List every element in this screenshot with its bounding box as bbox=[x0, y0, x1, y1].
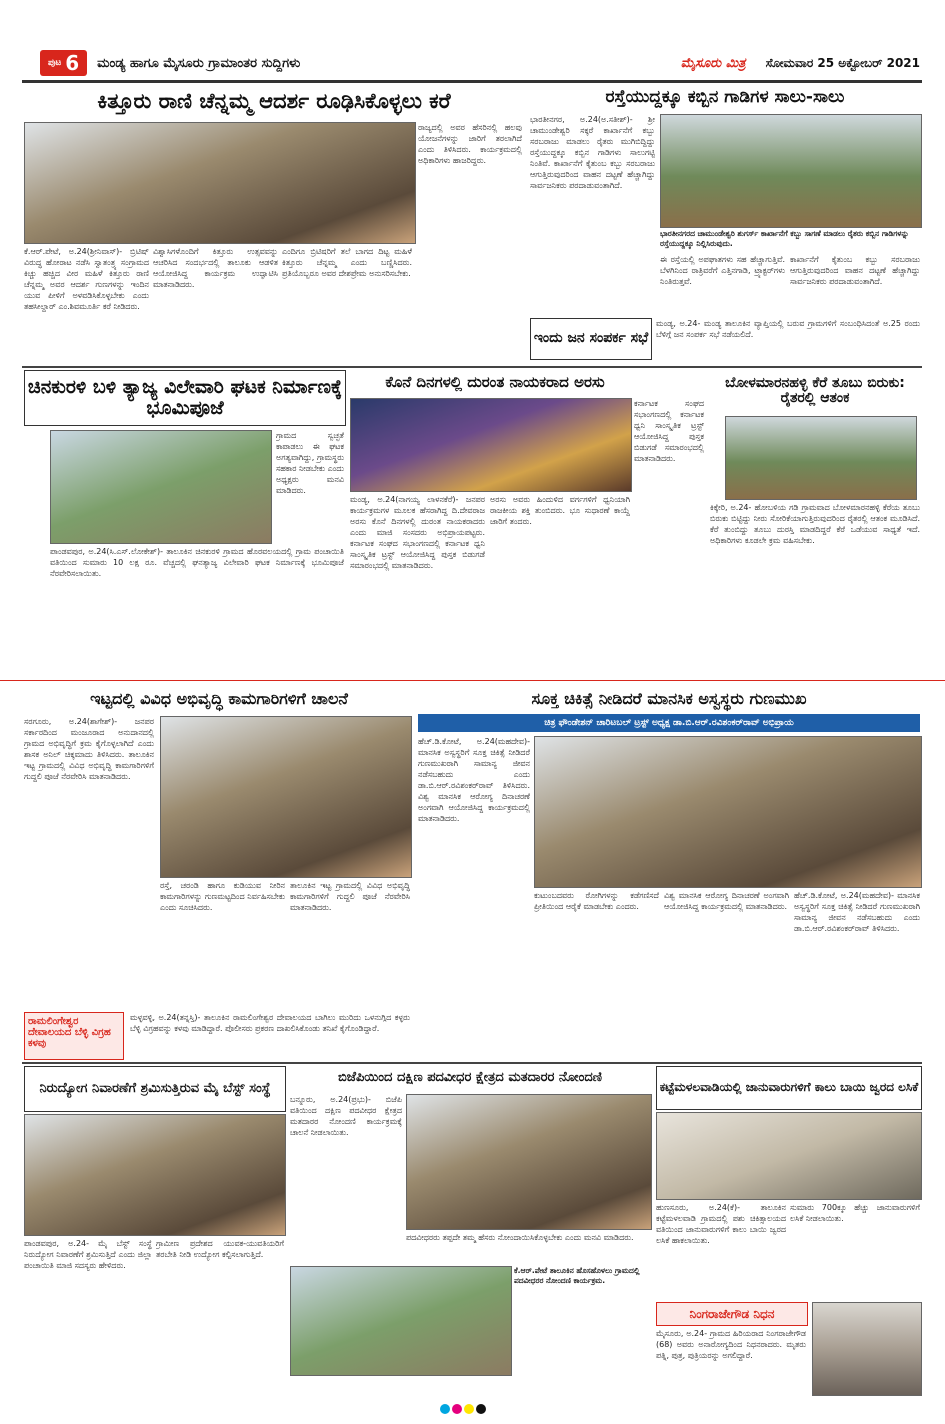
story-s2-p3: ಈ ರಸ್ತೆಯಲ್ಲಿ ಅಪಘಾತಗಳು ಸಹ ಹೆಚ್ಚಾಗುತ್ತಿವೆ. ಬೆಳಗಿನಿಂದ ರಾತ್ರಿವರೆಗೆ ಎತ್ತಿನಗಾಡಿ, ಟ್ರ್ಯಾಕ್ಟರ್‌ಗಳು ನಿಂತಿರುತ್ತವೆ. bbox=[660, 255, 785, 286]
page-header bbox=[40, 50, 920, 76]
photo-s7 bbox=[534, 736, 922, 888]
photo-s3 bbox=[50, 430, 272, 544]
story-s10-p2: ಸುಮಾರು 700ಕ್ಕೂ ಹೆಚ್ಚು ಜಾನುವಾರುಗಳಿಗೆ ಲಸಿಕೆ ನೀಡಲಾಯಿತು. bbox=[790, 1203, 920, 1223]
cyan-mark bbox=[440, 1404, 450, 1414]
story-s1-col1 bbox=[24, 246, 149, 366]
headline-s1: ಕಿತ್ತೂರು ರಾಣಿ ಚೆನ್ನಮ್ಮ ಆದರ್ಶ ರೂಢಿಸಿಕೊಳ್ಳಲು ಕರೆ bbox=[97, 89, 451, 114]
photo-s6 bbox=[160, 716, 412, 878]
story-s6-p1: ಸರಗೂರು, ಅ.24(ಶಾಗೇಶ್)- ಜನಪರ ಸರ್ಕಾರದಿಂದ ಮಂಜೂರಾದ ಅನುದಾನದಲ್ಲಿ ಗ್ರಾಮದ ಅಭಿವೃದ್ಧಿಗೆ ಕ್ರಮ ಕೈಗೊಳ್ಳಲಾಗಿದೆ ಎಂದು ಶಾಸಕ ಅನಿಲ್ ಚಿಕ್ಕಮಾದು ತಿಳಿಸಿದರು. bbox=[24, 717, 154, 759]
section-divider-2 bbox=[22, 1062, 922, 1064]
headline-s9: ಬಿಜೆಪಿಯಿಂದ ದಕ್ಷಿಣ ಪದವೀಧರ ಕ್ಷೇತ್ರದ ಮತದಾರರ ನೋಂದಣಿ bbox=[337, 1069, 603, 1085]
story-s2-col3 bbox=[790, 254, 920, 314]
story-s1-col2 bbox=[153, 246, 278, 366]
story-s3-col-side bbox=[276, 430, 344, 542]
story-s1-p4: ರಾಜ್ಯದಲ್ಲಿ ಅವರ ಹೆಸರಿನಲ್ಲಿ ಹಲವು ಯೋಜನೆಗಳನ್ನು ಜಾರಿಗೆ ತರಲಾಗಿದೆ ಎಂದು ತಿಳಿಸಿದರು. ಕಾರ್ಯಕ್ರಮದಲ್ಲಿ ಅಧಿಕಾರಿಗಳು ಹಾಜರಿದ್ದರು. bbox=[418, 123, 522, 165]
headline-s3: ಚಿನಕುರಳಿ ಬಳಿ ತ್ಯಾಜ್ಯ ವಿಲೇವಾರಿ ಘಟಕ ನಿರ್ಮಾಣಕ್ಕೆ ಭೂಮಿಪೂಜೆ bbox=[24, 370, 346, 426]
caption-s2: ಭಾರತೀನಗರದ ಚಾಮುಂಡೇಶ್ವರಿ ಶುಗರ್ಸ್ ಕಾರ್ಖಾನೆಗೆ ಕಬ್ಬು ಸಾಗಣೆ ಮಾಡಲು ರೈತರು ಕಬ್ಬಿನ ಗಾಡಿಗಳನ್ನು ರಸ್ತೆಯುದ್ದಕ್ಕೂ ನಿಲ್ಲಿಸಿರುವುದು. bbox=[660, 229, 909, 248]
story-s8-p2: ಗ್ರಾಮೀಣ ಪ್ರದೇಶದ ಯುವಕ-ಯುವತಿಯರಿಗೆ ತರಬೇತಿ ನೀಡಿ ಉದ್ಯೋಗ ಕಲ್ಪಿಸಲಾಗುತ್ತಿದೆ. bbox=[156, 1239, 284, 1259]
section-title: ಮಂಡ್ಯ ಹಾಗೂ ಮೈಸೂರು ಗ್ರಾಮಾಂತರ ಸುದ್ದಿಗಳು bbox=[97, 55, 301, 71]
story-s4-p1: ಮಂಡ್ಯ, ಅ.24(ನಾಗಯ್ಯ ಲಾಳನಕೆರೆ)- ಜನಪರ ಕಾರ್ಯಕ್ರಮಗಳ ಮೂಲಕ ಹೆಸರಾಗಿದ್ದ ದಿ.ದೇವರಾಜ ಅರಸು ಕೊನೆ ದಿನಗಳಲ್ಲಿ ದುರಂತ ನಾಯಕರಾದರು ಎಂದು ಮಾಜಿ ಸಂಸದರು ಅಭಿಪ್ರಾಯಪಟ್ಟರು. bbox=[350, 495, 485, 537]
story-s1-p3: ಎಂದಿಗೂ ಬ್ರಿಟಿಷರಿಗೆ ತಲೆ ಬಾಗದ ದಿಟ್ಟ ಮಹಿಳೆ ಕಿತ್ತೂರು ಚೆನ್ನಮ್ಮ ಎಂದು ಬಣ್ಣಿಸಿದರು. ಪ್ರತಿಯೊಬ್ಬರೂ ಅವರ ದೇಶಪ್ರೇಮ ಅನುಸರಿಸಬೇಕು. bbox=[282, 247, 412, 278]
story-s7-col4 bbox=[794, 890, 920, 1056]
fold-line bbox=[0, 680, 945, 681]
headline-s8: ನಿರುದ್ಯೋಗ ನಿವಾರಣೆಗೆ ಶ್ರಮಿಸುತ್ತಿರುವ ಮೈ ಬೆಸ್ಟ್ ಸಂಸ್ಥೆ bbox=[24, 1066, 286, 1112]
headline-s5: ಬೋಳಮಾರನಹಳ್ಳಿ ಕೆರೆ ತೂಬು ಬಿರುಕು: ರೈತರಲ್ಲಿ ಆತಂಕ bbox=[725, 374, 905, 406]
story-s7-p3: ಕುಟುಂಬದವರು ರೋಗಿಗಳನ್ನು ಕಡೆಗಣಿಸದೆ ಪ್ರೀತಿಯಿಂದ ಆರೈಕೆ ಮಾಡಬೇಕು ಎಂದರು. bbox=[534, 891, 659, 911]
story-s9-p1: ಬನ್ನೂರು, ಅ.24(ಪ್ರಭು)- ಬಿಜೆಪಿ ವತಿಯಿಂದ ದಕ್ಷಿಣ ಪದವೀಧರ ಕ್ಷೇತ್ರದ ಮತದಾರರ ನೋಂದಣಿ ಕಾರ್ಯಕ್ರಮಕ್ಕೆ ಚಾಲನೆ ನೀಡಲಾಯಿತು. bbox=[290, 1095, 402, 1137]
story-s4-col3 bbox=[634, 398, 704, 674]
story-s5-p1: ಕಿಕ್ಕೇರಿ, ಅ.24- ಹೋಬಳಿಯ ಗಡಿ ಗ್ರಾಮವಾದ ಬೋಳಮಾರನಹಳ್ಳಿ ಕೆರೆಯ ತೂಬು ಬಿರುಕು ಬಿಟ್ಟಿದ್ದು ನೀರು ಸೋರಿಕೆಯಾಗುತ್ತಿರುವುದರಿಂದ ರೈತರಲ್ಲಿ ಆತಂಕ ಮೂಡಿಸಿದೆ. bbox=[710, 503, 920, 523]
headline-s7: ಸೂಕ್ತ ಚಿಕಿತ್ಸೆ ನೀಡಿದರೆ ಮಾನಸಿಕ ಅಸ್ವಸ್ಥರು ಗುಣಮುಖ bbox=[531, 689, 807, 709]
photo-s2 bbox=[660, 114, 922, 228]
dateline: ಸೋಮವಾರ 25 ಅಕ್ಟೋಬರ್ 2021 bbox=[765, 55, 920, 70]
story-s8-col1 bbox=[24, 1238, 152, 1398]
page-number: 6 bbox=[65, 51, 80, 75]
story-s1-p2: ವಿಶ್ವಾಸಿಗಳೊಂದಿಗೆ ಕಿತ್ತೂರು ಉತ್ಸವವನ್ನು ಆಚರಿಸಿದ ಸಂದರ್ಭದಲ್ಲಿ ತಾಲೂಕು ಆಡಳಿತ ಆಯೋಜಿಸಿದ್ದ ಕಾರ್ಯಕ್ರಮ ಉದ್ಘಾಟಿಸಿ ಮಾತನಾಡಿದರು. bbox=[153, 247, 278, 289]
photo-s11-portrait bbox=[812, 1302, 922, 1396]
story-s2-col2 bbox=[660, 254, 785, 314]
story-s7-col2 bbox=[534, 890, 659, 1056]
masthead: ಮೈಸೂರು ಮಿತ್ರ bbox=[680, 55, 746, 71]
story-s5-p2: ಕೆರೆ ತುಂಬಿದ್ದು ತೂಬು ದುರಸ್ತಿ ಮಾಡದಿದ್ದರೆ ಕೆರೆ ಒಡೆಯುವ ಸಾಧ್ಯತೆ ಇದೆ. ಅಧಿಕಾರಿಗಳು ಕೂಡಲೇ ಕ್ರಮ ವಹಿಸಬೇಕು. bbox=[710, 525, 920, 545]
story-s3-p2: ಗ್ರಾಮದ ಸ್ವಚ್ಛತೆ ಕಾಪಾಡಲು ಈ ಘಟಕ ಅಗತ್ಯವಾಗಿದ್ದು, ಗ್ರಾಮಸ್ಥರು ಸಹಕಾರ ನೀಡಬೇಕು ಎಂದು ಅಧ್ಯಕ್ಷರು ಮನವಿ ಮಾಡಿದರು. bbox=[276, 431, 344, 495]
story-s1-p1: ಕೆ.ಆರ್.ಪೇಟೆ, ಅ.24(ಶ್ರೀನಿವಾಸ್)- ಬ್ರಿಟಿಷ್ ವಿರುದ್ಧ ಹೋರಾಟ ನಡೆಸಿ ಸ್ವಾತಂತ್ರ್ಯ ಸಂಗ್ರಾಮದ ಕಿಚ್ಚು ಹಚ್ಚಿದ ವೀರ ಮಹಿಳೆ ಕಿತ್ತೂರು ರಾಣಿ ಚೆನ್ನಮ್ಮ ಅವರ ಆದರ್ಶ ಗುಣಗಳನ್ನು ಇಂದಿನ ಯುವ ಪೀಳಿಗೆ ಅಳವಡಿಸಿಕೊಳ್ಳಬೇಕು ಎಂದು ತಹಸೀಲ್ದಾರ್ ಎಂ.ಶಿವಮೂರ್ತಿ ಕರೆ ನೀಡಿದರು. bbox=[24, 247, 149, 311]
story-s1-col4 bbox=[418, 122, 522, 364]
photo-s1 bbox=[24, 122, 416, 244]
story-s4-col2 bbox=[490, 494, 630, 674]
story-s3-p1: ಪಾಂಡವಪುರ, ಅ.24(ಸಿ.ಎಸ್.ಲೋಕೇಶ್)- ತಾಲೂಕಿನ ಚಿನಕುರಳಿ ಗ್ರಾಮದ ಹೊರವಲಯದಲ್ಲಿ ಗ್ರಾಮ ಪಂಚಾಯಿತಿ ವತಿಯಿಂದ ಸುಮಾರು 10 ಲಕ್ಷ ರೂ. ವೆಚ್ಚದಲ್ಲಿ ಘನತ್ಯಾಜ್ಯ ವಿಲೇವಾರಿ ಘಟಕ ನಿರ್ಮಾಣಕ್ಕೆ ಭೂಮಿಪೂಜೆ ನೆರವೇರಿಸಲಾಯಿತು. bbox=[50, 547, 344, 578]
story-s7-p1: ಹೆಚ್.ಡಿ.ಕೋಟೆ, ಅ.24(ಮಹದೇವ)- ಮಾನಸಿಕ ಅಸ್ವಸ್ಥರಿಗೆ ಸೂಕ್ತ ಚಿಕಿತ್ಸೆ ನೀಡಿದರೆ ಗುಣಮುಖರಾಗಿ ಸಾಮಾನ್ಯ ಜೀವನ ನಡೆಸಬಹುದು ಎಂದು ಡಾ.ಬಿ.ಆರ್.ರವಿಶಂಕರ್‌ರಾವ್ ತಿಳಿಸಿದರು. bbox=[418, 737, 530, 790]
story-s9-col1 bbox=[290, 1094, 402, 1260]
story-s10-col1 bbox=[656, 1202, 786, 1298]
story-s6-p3: ರಸ್ತೆ, ಚರಂಡಿ ಹಾಗೂ ಕುಡಿಯುವ ನೀರಿನ ಕಾಮಗಾರಿಗಳನ್ನು ಗುಣಮಟ್ಟದಿಂದ ನಿರ್ವಹಿಸಬೇಕು ಎಂದು ಸೂಚಿಸಿದರು. bbox=[160, 881, 285, 912]
story-s11-body: ಮೈಸೂರು, ಅ.24- ಗ್ರಾಮದ ಹಿರಿಯರಾದ ನಿಂಗರಾಜೇಗೌಡ (68) ಅವರು ಅನಾರೋಗ್ಯದಿಂದ ನಿಧನರಾದರು. ಮೃತರು ಪತ್ನಿ, ಪುತ್ರ, ಪುತ್ರಿಯರನ್ನು ಅಗಲಿದ್ದಾರೆ. bbox=[656, 1329, 806, 1360]
photo-s8 bbox=[24, 1114, 286, 1236]
photo-s5 bbox=[725, 416, 917, 500]
story-s6b-body: ಮಳ್ಳವಳ್ಳಿ, ಅ.24(ತನ್ನಸ್ತಿ)- ತಾಲೂಕಿನ ರಾಮಲಿಂಗೇಶ್ವರ ದೇವಾಲಯದ ಬಾಗಿಲು ಮುರಿದು ಒಳನುಗ್ಗಿದ ಕಳ್ಳರು ಬೆಳ್ಳಿ ವಿಗ್ರಹವನ್ನು ಕಳವು ಮಾಡಿದ್ದಾರೆ. ಪೊಲೀಸರು ಪ್ರಕರಣ ದಾಖಲಿಸಿಕೊಂಡು ತನಿಖೆ ಕೈಗೊಂಡಿದ್ದಾರೆ. bbox=[130, 1013, 410, 1033]
story-s10-p1: ಹುಣಸೂರು, ಅ.24(ಕೆ)- ತಾಲೂಕಿನ ಕಟ್ಟೆಮಳಲವಾಡಿ ಗ್ರಾಮದಲ್ಲಿ ಪಶು ಚಿಕಿತ್ಸಾಲಯದ ವತಿಯಿಂದ ಜಾನುವಾರುಗಳಿಗೆ ಕಾಲು ಬಾಯಿ ಜ್ವರದ ಲಸಿಕೆ ಹಾಕಲಾಯಿತು. bbox=[656, 1203, 786, 1245]
story-s9-col2 bbox=[406, 1232, 650, 1262]
story-s2-p2: ಕಾರ್ಖಾನೆಗೆ ಕೈತುಂಬ ಕಬ್ಬು ಸರಬರಾಜು ಆಗುತ್ತಿರುವುದರಿಂದ ವಾಹನ ದಟ್ಟಣೆ ಹೆಚ್ಚಾಗಿದ್ದು ಸಾರ್ವಜನಿಕರು ಪರದಾಡುವಂತಾಗಿದೆ. bbox=[530, 159, 655, 190]
story-s7-col3 bbox=[664, 890, 789, 1056]
photo-s10 bbox=[656, 1112, 922, 1200]
story-s10-col2 bbox=[790, 1202, 920, 1298]
story-s6-col2 bbox=[160, 880, 285, 1006]
story-s7-p5: ಹೆಚ್.ಡಿ.ಕೋಟೆ, ಅ.24(ಮಹದೇವ)- ಮಾನಸಿಕ ಅಸ್ವಸ್ಥರಿಗೆ ಸೂಕ್ತ ಚಿಕಿತ್ಸೆ ನೀಡಿದರೆ ಗುಣಮುಖರಾಗಿ ಸಾಮಾನ್ಯ ಜೀವನ ನಡೆಸಬಹುದು ಎಂದು ಡಾ.ಬಿ.ಆರ್.ರವಿಶಂಕರ್‌ರಾವ್ ತಿಳಿಸಿದರು. bbox=[794, 891, 920, 933]
story-s6-p4: ತಾಲೂಕಿನ ಇಟ್ಟ ಗ್ರಾಮದಲ್ಲಿ ವಿವಿಧ ಅಭಿವೃದ್ಧಿ ಕಾಮಗಾರಿಗಳಿಗೆ ಗುದ್ದಲಿ ಪೂಜೆ ನೆರವೇರಿಸಿ ಮಾತನಾಡಿದರು. bbox=[290, 881, 410, 912]
page-label: ಪುಟ bbox=[48, 58, 62, 68]
story-s6-col1 bbox=[24, 716, 154, 1006]
story-s4-p3: ಅರಸು ಅವರು ಹಿಂದುಳಿದ ವರ್ಗಗಳಿಗೆ ಧ್ವನಿಯಾಗಿ ರಾಜಕೀಯ ಶಕ್ತಿ ತುಂಬಿದರು. ಭೂ ಸುಧಾರಣೆ ಕಾಯ್ದೆ ಜಾರಿಗೆ ತಂದರು. bbox=[490, 495, 630, 526]
headline-s6: ಇಟ್ಟದಲ್ಲಿ ವಿವಿಧ ಅಭಿವೃದ್ಧಿ ಕಾಮಗಾರಿಗಳಿಗೆ ಚಾಲನೆ bbox=[90, 689, 348, 709]
story-s2b-body: ಮಂಡ್ಯ, ಅ.24- ಮಂಡ್ಯ ತಾಲೂಕಿನ ವ್ಯಾಪ್ತಿಯಲ್ಲಿ ಬರುವ ಗ್ರಾಮಗಳಿಗೆ ಸಂಬಂಧಿಸಿದಂತೆ ಅ.25 ರಂದು ಬೆಳಿಗ್ಗೆ ಜನ ಸಂಪರ್ಕ ಸಭೆ ನಡೆಯಲಿದೆ. bbox=[656, 319, 920, 339]
photo-s9b bbox=[290, 1266, 512, 1376]
story-s8-p1: ಪಾಂಡವಪುರ, ಅ.24- ಮೈ ಬೆಸ್ಟ್ ಸಂಸ್ಥೆ ನಿರುದ್ಯೋಗ ನಿವಾರಣೆಗೆ ಶ್ರಮಿಸುತ್ತಿದೆ ಎಂದು ಜಿಲ್ಲಾ ಪಂಚಾಯಿತಿ ಮಾಜಿ ಸದಸ್ಯರು ಹೇಳಿದರು. bbox=[24, 1239, 152, 1270]
story-s4-col1 bbox=[350, 494, 485, 674]
story-s7-col1 bbox=[418, 736, 530, 1056]
story-s8-col2 bbox=[156, 1238, 284, 1398]
header-rule bbox=[22, 80, 922, 83]
story-s5-col1 bbox=[710, 502, 920, 674]
photo-s4 bbox=[350, 398, 632, 492]
headline-s4: ಕೊನೆ ದಿನಗಳಲ್ಲಿ ದುರಂತ ನಾಯಕರಾದ ಅರಸು bbox=[385, 372, 605, 391]
photo-s9a bbox=[406, 1094, 652, 1230]
story-s1-col3 bbox=[282, 246, 412, 366]
strap-s7: ಚಿತ್ರ ಫೌಂಡೇಶನ್ ಚಾರಿಟಬಲ್ ಟ್ರಸ್ಟ್ ಅಧ್ಯಕ್ಷ ಡಾ.ಬಿ.ಆರ್.ರವಿಶಂಕರ್‌ರಾವ್ ಅಭಿಪ್ರಾಯ bbox=[418, 714, 920, 732]
section-divider-1 bbox=[22, 366, 922, 368]
story-s2-p4: ಕಾರ್ಖಾನೆಗೆ ಕೈತುಂಬ ಕಬ್ಬು ಸರಬರಾಜು ಆಗುತ್ತಿರುವುದರಿಂದ ವಾಹನ ದಟ್ಟಣೆ ಹೆಚ್ಚಾಗಿದ್ದು ಸಾರ್ವಜನಿಕರು ಪರದಾಡುವಂತಾಗಿದೆ. bbox=[790, 255, 920, 286]
magenta-mark bbox=[452, 1404, 462, 1414]
story-s2-col1 bbox=[530, 114, 655, 314]
story-s6-col3 bbox=[290, 880, 410, 1006]
headline-s2: ರಸ್ತೆಯುದ್ದಕ್ಕೂ ಕಬ್ಬಿನ ಗಾಡಿಗಳ ಸಾಲು-ಸಾಲು bbox=[605, 86, 845, 107]
box-title-s11: ನಿಂಗರಾಜೇಗೌಡ ನಿಧನ bbox=[656, 1302, 808, 1326]
box-title-s2b: ಇಂದು ಜನ ಸಂಪರ್ಕ ಸಭೆ bbox=[530, 318, 652, 360]
story-s7-p4: ವಿಶ್ವ ಮಾನಸಿಕ ಆರೋಗ್ಯ ದಿನಾಚರಣೆ ಅಂಗವಾಗಿ ಆಯೋಜಿಸಿದ್ದ ಕಾರ್ಯಕ್ರಮದಲ್ಲಿ ಮಾತನಾಡಿದರು. bbox=[664, 891, 789, 911]
registration-marks bbox=[440, 1404, 486, 1414]
story-s4-p4: ಕರ್ನಾಟಕ ಸಂಘದ ಸಭಾಂಗಣದಲ್ಲಿ ಕರ್ನಾಟಕ ಧ್ವನಿ ಸಾಂಸ್ಕೃತಿಕ ಟ್ರಸ್ಟ್ ಆಯೋಜಿಸಿದ್ದ ಪುಸ್ತಕ ಬಿಡುಗಡೆ ಸಮಾರಂಭದಲ್ಲಿ ಮಾತನಾಡಿದರು. bbox=[634, 399, 704, 463]
yellow-mark bbox=[464, 1404, 474, 1414]
story-s6-p2: ತಾಲೂಕಿನ ಇಟ್ಟ ಗ್ರಾಮದಲ್ಲಿ ವಿವಿಧ ಅಭಿವೃದ್ಧಿ ಕಾಮಗಾರಿಗಳಿಗೆ ಗುದ್ದಲಿ ಪೂಜೆ ನೆರವೇರಿಸಿ ಮಾತನಾಡಿದರು. bbox=[24, 750, 154, 781]
caption-s9: ಕೆ.ಆರ್.ಪೇಟೆ ತಾಲೂಕಿನ ಹೊಸಹೊಳಲು ಗ್ರಾಮದಲ್ಲಿ ಪದವೀಧರರ ನೋಂದಣಿ ಕಾರ್ಯಕ್ರಮ. bbox=[514, 1266, 640, 1285]
story-s4-p2: ಕರ್ನಾಟಕ ಸಂಘದ ಸಭಾಂಗಣದಲ್ಲಿ ಕರ್ನಾಟಕ ಧ್ವನಿ ಸಾಂಸ್ಕೃತಿಕ ಟ್ರಸ್ಟ್ ಆಯೋಜಿಸಿದ್ದ ಪುಸ್ತಕ ಬಿಡುಗಡೆ ಸಮಾರಂಭದಲ್ಲಿ ಮಾತನಾಡಿದರು. bbox=[350, 539, 485, 570]
black-mark bbox=[476, 1404, 486, 1414]
story-s9-p2: ಪದವೀಧರರು ತಪ್ಪದೇ ತಮ್ಮ ಹೆಸರು ನೋಂದಾಯಿಸಿಕೊಳ್ಳಬೇಕು ಎಂದು ಮನವಿ ಮಾಡಿದರು. bbox=[406, 1233, 634, 1242]
box-title-s6b: ರಾಮಲಿಂಗೇಶ್ವರ ದೇವಾಲಯದ ಬೆಳ್ಳಿ ವಿಗ್ರಹ ಕಳವು bbox=[24, 1012, 124, 1060]
headline-s10: ಕಟ್ಟೆಮಳಲವಾಡಿಯಲ್ಲಿ ಜಾನುವಾರುಗಳಿಗೆ ಕಾಲು ಬಾಯಿ ಜ್ವರದ ಲಸಿಕೆ bbox=[656, 1066, 922, 1110]
page-number-badge bbox=[40, 50, 87, 76]
story-s2-p1: ಭಾರತೀನಗರ, ಅ.24(ಅ.ಸತೀಶ್)- ಶ್ರೀ ಚಾಮುಂಡೇಶ್ವರಿ ಸಕ್ಕರೆ ಕಾರ್ಖಾನೆಗೆ ಕಬ್ಬು ಸರಬರಾಜು ಮಾಡಲು ರೈತರು ಮುಗಿಬಿದ್ದಿದ್ದು ರಸ್ತೆಯುದ್ದಕ್ಕೂ ಕಬ್ಬಿನ ಗಾಡಿಗಳು ಸಾಲುಗಟ್ಟಿ ನಿಂತಿವೆ. bbox=[530, 115, 655, 168]
story-s3-col1 bbox=[50, 546, 344, 674]
story-s7-p2: ವಿಶ್ವ ಮಾನಸಿಕ ಆರೋಗ್ಯ ದಿನಾಚರಣೆ ಅಂಗವಾಗಿ ಆಯೋಜಿಸಿದ್ದ ಕಾರ್ಯಕ್ರಮದಲ್ಲಿ ಮಾತನಾಡಿದರು. bbox=[418, 792, 530, 823]
